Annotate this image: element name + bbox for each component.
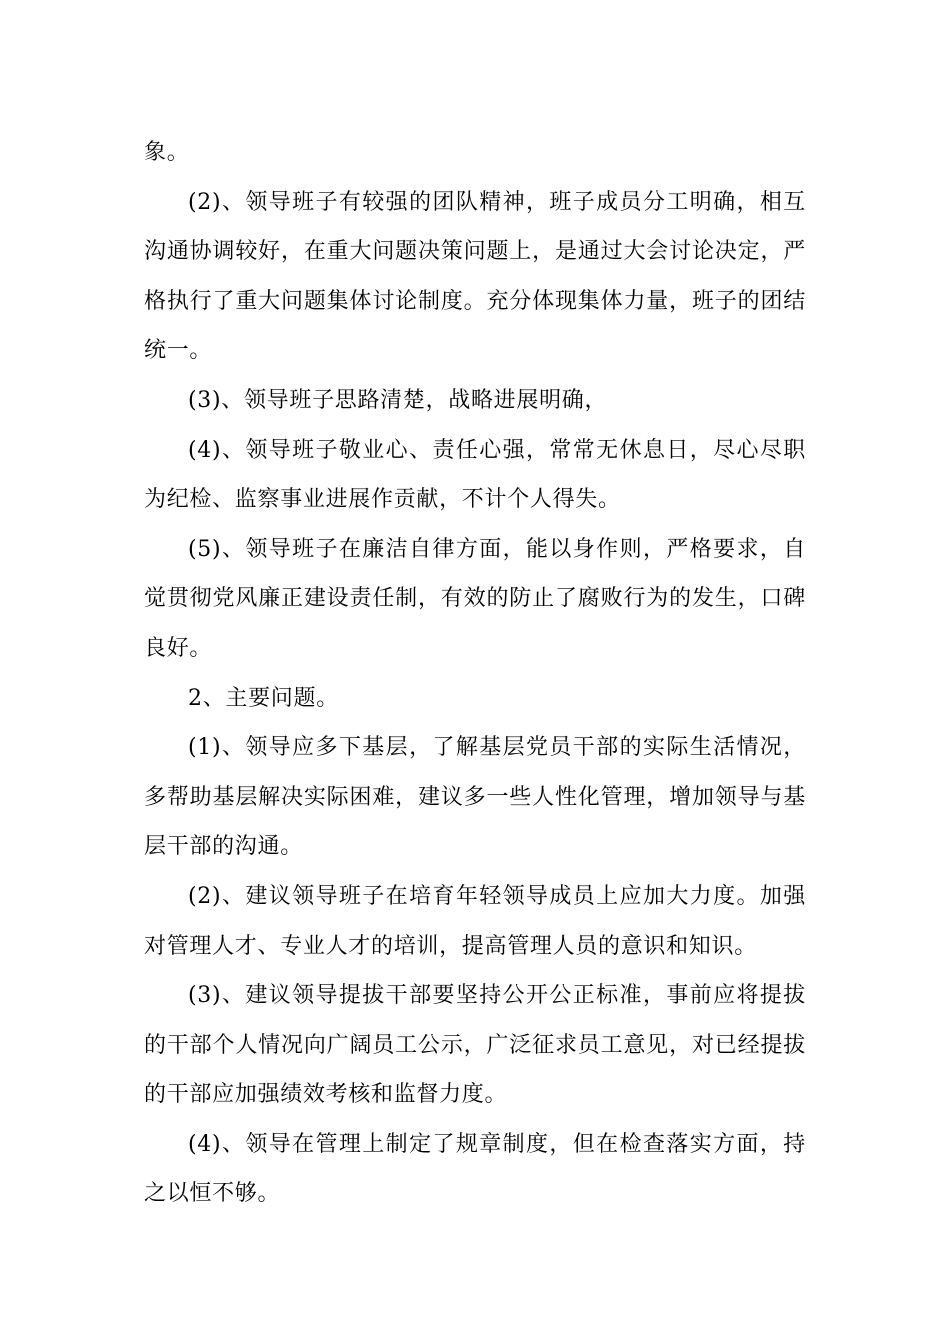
paragraph-problem-promotion: (3)、建议领导提拔干部要坚持公开公正标准，事前应将提拔的干部个人情况向广阔员工公示，广泛征求员工意见，对已经提拔的干部应加强绩效考核和监督力度。 [144, 983, 806, 1108]
document-body [144, 128, 806, 1219]
paragraph-teamwork: (2)、领导班子有较强的团队精神，班子成员分工明确，相互沟通协调较好，在重大问题决策问题上，是通过大会讨论决定，严格执行了重大问题集体讨论制度。充分体现集体力量，班子的团结统一。 [144, 189, 806, 364]
paragraph-continuation: 象。 [144, 140, 190, 165]
paragraph-problem-enforcement: (4)、领导在管理上制定了规章制度，但在检查落实方面，持之以恒不够。 [144, 1131, 806, 1207]
paragraph-problem-training: (2)、建议领导班子在培育年轻领导成员上应加大力度。加强对管理人才、专业人才的培训，提高管理人员的意识和知识。 [144, 883, 806, 959]
paragraph-problem-grassroots: (1)、领导应多下基层，了解基层党员干部的实际生活情况，多帮助基层解决实际困难，建议多一些人性化管理，增加领导与基层干部的沟通。 [144, 735, 806, 860]
paragraph-strategy: (3)、领导班子思路清楚，战略进展明确， [188, 387, 608, 413]
paragraph-integrity: (5)、领导班子在廉洁自律方面，能以身作则，严格要求，自觉贯彻党风廉正建设责任制，有效的防止了腐败行为的发生，口碑良好。 [144, 536, 806, 661]
paragraph-dedication: (4)、领导班子敬业心、责任心强，常常无休息日，尽心尽职为纪检、监察事业进展作贡献，不计个人得失。 [144, 437, 806, 513]
section-heading-main-problems: 2、主要问题。 [188, 685, 339, 711]
